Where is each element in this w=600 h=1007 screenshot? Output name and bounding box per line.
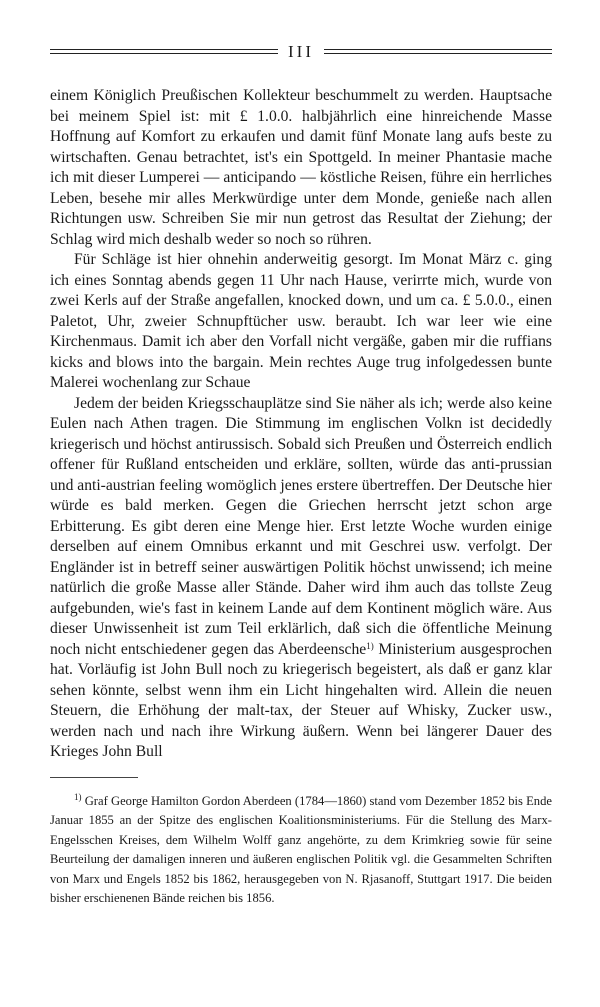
paragraph-3-continuation: Ministerium ausgesprochen hat. Vorläufig ist John Bull noch zu kriegerisch begeistert, als daß er ganz klar sehen könnte, selbst wenn ihm ein Licht hingehalten wird. Allein die neuen Steuern, die Erhöhung der malt-tax, der Steuer auf Whisky, Zucker usw., werden nach und nach ihre Wirkung äußern. Wenn bei längerer Dauer des Krieges John Bull [50,640,552,760]
footnote-paragraph [50,792,552,909]
body-text [50,86,552,763]
footnote-separator [50,777,138,778]
book-page [50,40,552,909]
header-rule-left [50,49,278,54]
footnote-text: Graf George Hamilton Gordon Aberdeen (1784—1860) stand vom Dezember 1852 bis Ende Januar 1855 an der Spitze des englischen Koalitionsministeriums. Für die Stellung des Marx-Engelsschen Kreises, dem Wilhelm Wolff ganz angehörte, zu dem Krimkrieg sowie für seine Beurteilung der damaligen inneren und äußeren englischen Politik vgl. die Gesammelten Schriften von Marx und Engels 1852 bis 1862, herausgegeben von N. Rjasanoff, Stuttgart 1917. Die beiden bisher erschienenen Bände reichen bis 1856. [50,793,552,905]
footnote-reference: 1) [366,640,374,651]
footnote [50,792,552,909]
paragraph-2: Für Schläge ist hier ohnehin anderweitig gesorgt. Im Monat März c. ging ich eines Sonntag abends gegen 11 Uhr nach Hause, verirrte mich, wurde von zwei Kerls auf der Straße angefallen, knocked down, und um ca. £ 5.0.0., einen Paletot, Uhr, zweier Schnupftücher usw. beraubt. Ich war leer wie eine Kirchenmaus. Damit ich aber den Vorfall nicht vergäße, gaben mir die ruffians kicks and blows into the bargain. Mein rechtes Auge trug infolgedessen bunte Malerei wochenlang zur Schaue [50,251,552,391]
page-header [50,40,552,62]
page-number: III [288,41,314,61]
paragraph-3-text: Jedem der beiden Kriegsschauplätze sind Sie näher als ich; werde also keine Eulen nach Athen tragen. Die Stimmung im englischen Volkn ist decidedly kriegerisch und höchst antirussisch. Sobald sich Preußen und Österreich endlich offener für Rußland entscheiden und erkläre, sollten, würde das anti-prussian und anti-austrian feeling womöglich jenes erstere übertreffen. Der Deutsche hier würde es bald merken. Gegen die Griechen herrscht jetzt schon arge Erbitterung. Es gibt deren eine Menge hier. Erst letzte Woche wurden einige derselben auf einem Omnibus erkannt und mit Geschrei usw. verfolgt. Der Engländer ist in betreff seiner auswärtigen Politik höchst unwissend; ich meine natürlich die große Masse aller Stände. Daher wird ihm auch das tollste Zeug aufgebunden, wie's fast in keinem Lande auf dem Kontinent möglich wäre. Aus dieser Unwissenheit ist zum Teil erklärlich, daß sich die öffentliche Meinung noch nicht entschiedener gegen das Aberdeensche [50,394,552,658]
footnote-marker: 1) [74,791,82,802]
paragraph-1: einem Königlich Preußischen Kollekteur beschummelt zu werden. Hauptsache bei meinem Spiel ist: mit £ 1.0.0. halbjährlich eine hinreichende Masse Hoffnung auf Komfort zu erkaufen und damit fünf Monate lang aufs beste zu wirtschaften. Genau betrachtet, ist's ein Spottgeld. In meiner Phantasie mache ich mit dieser Lumperei — anticipando — köstliche Reisen, führe ein herrliches Leben, besehe mir alles Merkwürdige unter dem Monde, genieße nach allen Richtungen usw. Schreiben Sie mir nun getrost das Resultat der Ziehung; der Schlag wird mich deshalb weder so noch so rühren. [50,87,552,248]
paragraph-3 [50,394,552,763]
header-rule-right [324,49,552,54]
